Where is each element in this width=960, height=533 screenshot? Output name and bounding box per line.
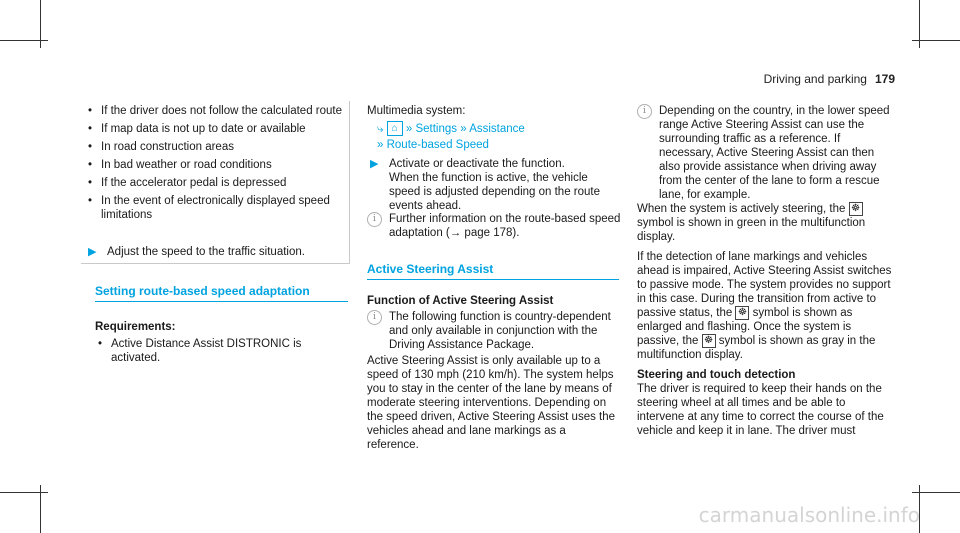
list-item: • If map data is not up to date or available (85, 122, 347, 136)
sub-title: Function of Active Steering Assist (367, 295, 554, 307)
list-item: • In bad weather or road conditions (85, 158, 347, 172)
page-header (764, 72, 895, 86)
paragraph: Active Steering Assist is only available up to a speed of 130 mph (210 km/h). The system helps you to stay in the center of the lane by means of moderate steering interventions. Depending on the speed driven, Active Steering Assist uses the vehicles ahead and lane markings as a reference. (367, 355, 616, 451)
crop-mark (0, 492, 48, 493)
list-item: • In road construction areas (85, 140, 347, 154)
watermark: carmanualsonline.info (698, 503, 920, 527)
requirements-label: Requirements: (95, 321, 176, 333)
paragraph: The driver is required to keep their hands on the steering wheel at all times and be able to intervene at any time to correct the course of the vehicle and keep it in lane. The driver must (637, 383, 884, 437)
steering-wheel-icon: ☸ (849, 202, 863, 216)
sub-title: Steering and touch detection (637, 369, 796, 381)
list-item: • If the accelerator pedal is depressed (85, 176, 347, 190)
action-step: ▶ Adjust the speed to the traffic situation. (88, 246, 305, 258)
info-icon: i (367, 212, 382, 227)
nav-assistance[interactable]: Assistance (469, 123, 525, 135)
steering-wheel-icon: ☸ (702, 334, 716, 348)
requirements (95, 320, 348, 369)
paragraph: If the detection of lane markings and vehicles ahead is impaired, Active Steering Assist switches to passive mode. The system provides no support in this case. During the transition from active to passive status, the ☸ symbol is shown as enlarged and flashing. Once the system is passive, the ☸ symbol is shown as gray in the multifunction display. (637, 251, 892, 362)
list-item: • Active Distance Assist DISTRONIC is activated. (95, 337, 348, 365)
multimedia-label: Multimedia system: (367, 105, 466, 117)
action-step: ▶ Activate or deactivate the function. When the function is active, the vehicle speed is adjusted depending on the route events ahead. (370, 158, 600, 212)
home-icon[interactable]: ⌂ (387, 121, 403, 136)
list-item: • If the driver does not follow the calculated route (85, 104, 347, 118)
info-icon: i (367, 310, 382, 325)
crop-mark (0, 40, 48, 41)
chevron-icon: » (460, 123, 467, 135)
steering-wheel-icon: ☸ (735, 306, 749, 320)
info-icon: i (637, 104, 652, 119)
conditions-list (85, 104, 347, 226)
section-name: Driving and parking (763, 72, 867, 86)
list-item: • In the event of electronically displayed speed limitations (85, 194, 347, 222)
crop-mark (912, 40, 960, 41)
info-note: i Further information on the route-based speed adaptation (→ page 178). (367, 212, 621, 240)
info-note: i The following function is country-dependent and only available in conjunction with the Driving Assistance Package. (367, 310, 621, 352)
chevron-icon: » (405, 123, 413, 135)
nav-route-speed[interactable]: Route-based Speed (386, 139, 489, 151)
action-arrow-icon: ▶ (370, 158, 379, 170)
section-title: Setting route-based speed adaptation (95, 284, 348, 302)
crop-mark (912, 492, 960, 493)
page-number: 179 (874, 72, 895, 86)
info-note: i Depending on the country, in the lower speed range Active Steering Assist can use the surrounding traffic as a reference. If necessary, Active Steering Assist can then also provide assistance when driving away from the center of the lane to form a rescue lane, for example. (637, 104, 897, 202)
section-title: Active Steering Assist (367, 262, 619, 280)
paragraph: When the system is actively steering, the ☸ symbol is shown in green in the multifunction display. (637, 203, 866, 244)
chevron-icon: » (377, 139, 384, 151)
nav-path (377, 121, 619, 153)
action-arrow-icon: ▶ (88, 246, 97, 258)
nav-settings[interactable]: Settings (415, 123, 458, 135)
nav-arrow-icon: ⤷ (377, 123, 384, 135)
